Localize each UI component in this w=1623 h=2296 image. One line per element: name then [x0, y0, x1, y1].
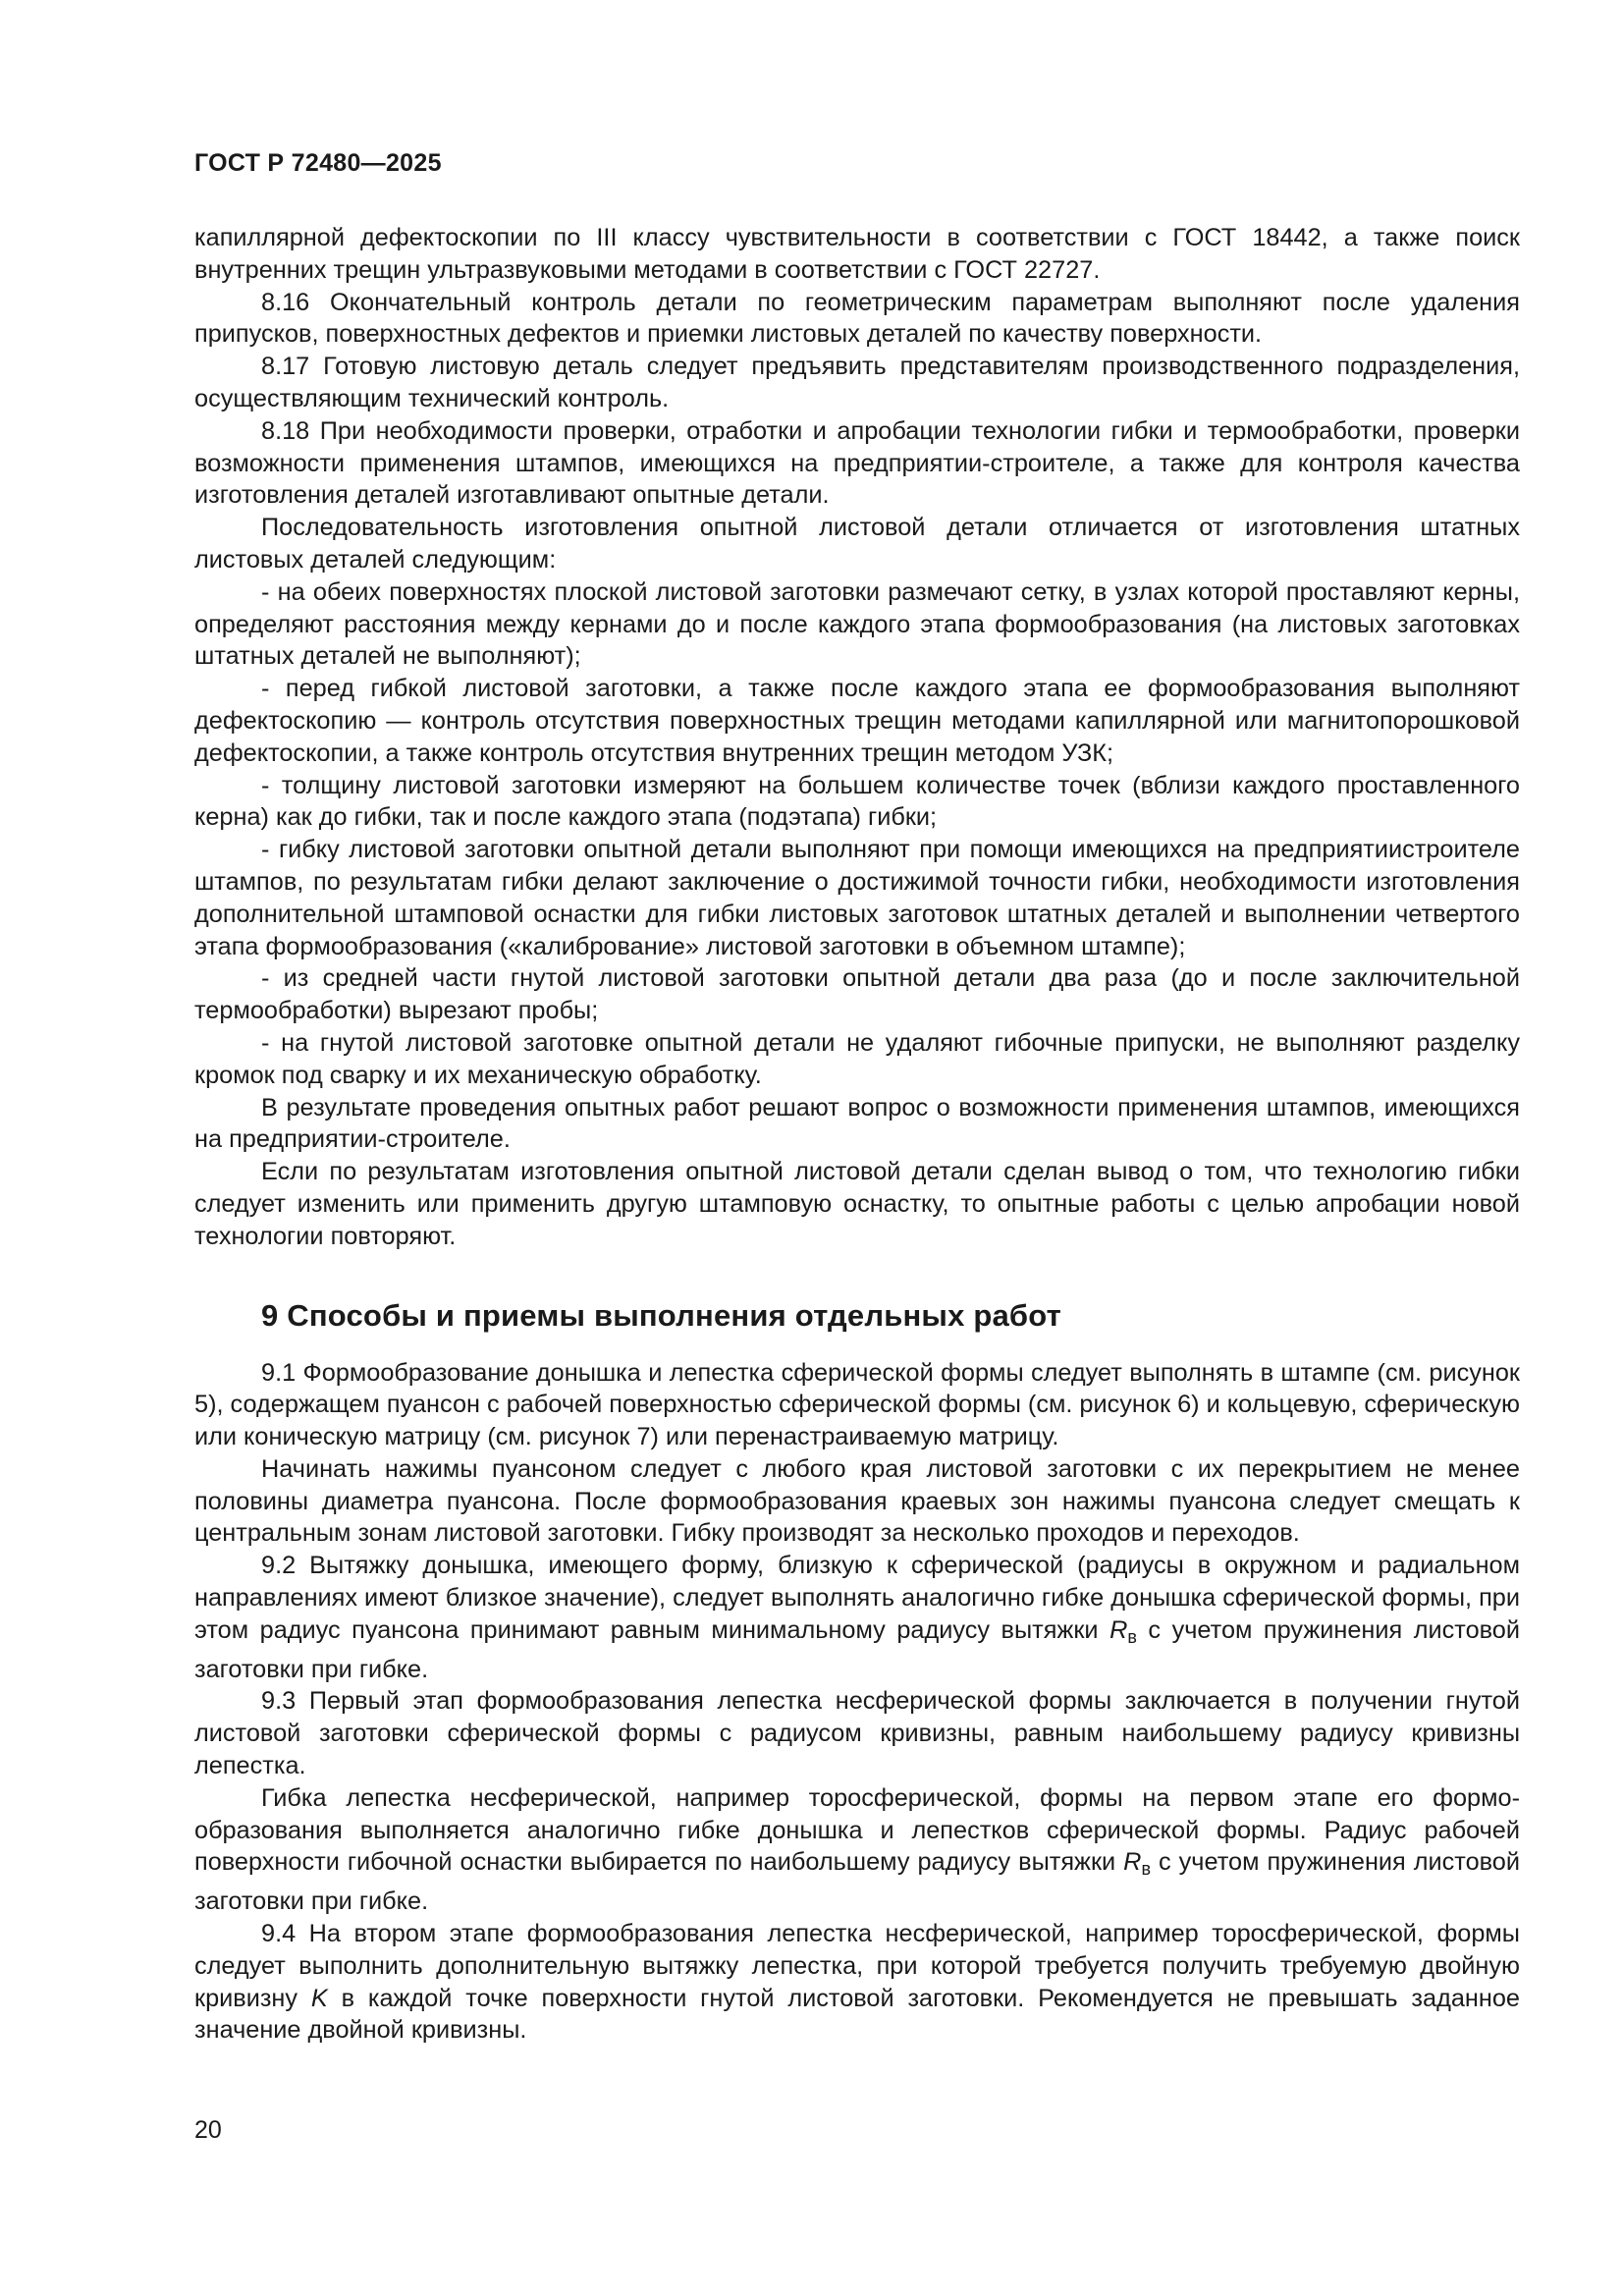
paragraph-9-1: 9.1 Формообразование донышка и лепестка сферической формы следует выполнять в штампе (см. рисунок 5), содержащем пуансон с рабочей поверхностью сферической формы (см. рисунок 6) и кольцевую, сферическую или коническую матрицу (см. рисунок 7) или перенастраиваемую матрицу. [194, 1358, 1520, 1451]
list-item: - на обеих поверхностях плоской листовой заготовки размечают сетку, в узлах которой проставляют керны, определяют расстояния между кернами до и после каждого этапа формообразования (на листовых заготовках штатных деталей не выполняют); [194, 577, 1520, 671]
radius-subscript: в [1127, 1626, 1137, 1647]
paragraph-9-2 [194, 1550, 1520, 1685]
curvature-symbol: K [310, 1984, 328, 2012]
radius-subscript: в [1141, 1859, 1152, 1880]
paragraph-9-4-text-a: 9.4 На втором этапе формообразования лепестка несферической, например торосферической, формы следует выполнить дополнительную вытяжку лепестка, при которой требуется получить требуемую двойную кривизну [194, 1920, 1520, 2012]
paragraph-8-17: 8.17 Готовую листовую деталь следует предъявить представителям производственного подразделения, осуществляющим технический контроль. [194, 353, 1520, 412]
paragraph-8-18: 8.18 При необходимости проверки, отработки и апробации технологии гибки и термообработки, проверки возможности применения штампов, имеющихся на предприятии-строителе, а также для контроля качества изготовления деталей изготавливают опытные детали. [194, 416, 1520, 510]
paragraph-8-16: 8.16 Окончательный контроль детали по геометрическим параметрам выполняют после удаления припусков, поверхностных дефектов и приемки листовых деталей по качеству поверхности. [194, 288, 1520, 349]
radius-symbol: R [1109, 1615, 1128, 1644]
list-item: - из средней части гнутой листовой заготовки опытной детали два раза (до и после заключительной термообработки) вырезают пробы; [194, 964, 1520, 1025]
paragraph-9-3: 9.3 Первый этап формообразования лепестка несферической формы заключается в получении гнутой листовой заготовки сферической формы с радиусом кривизны, равным наибольшему радиусу кривизны лепестка. [194, 1687, 1520, 1780]
paragraph-9-3-bending-text-a: Гибка лепестка несферической, например торосферической, формы на первом этапе его формообразования выполняется аналогично гибке донышка и лепестков сферической формы. Радиус рабочей поверхности гибочной оснастки выбирается по наибольшему радиусу вытяжки [194, 1783, 1520, 1877]
list-item: - перед гибкой листовой заготовки, а также после каждого этапа ее формообразования выполняют дефектоскопию — контроль отсутствия поверхностных трещин методами капиллярной или магнитопорошковой дефектоскопии, а также контроль отсутствия внутренних трещин методом УЗК; [194, 675, 1520, 767]
paragraph-9-2-text-a: 9.2 Вытяжку донышка, имеющего форму, близкую к сферической (радиусы в окружном и радиальном направлениях имеют близкое значение), следует выполнять аналогично гибке донышка сферической формы, при этом радиус пуансона принимают равным минимальному радиусу вытяжки [194, 1552, 1520, 1644]
paragraph-8-15-continuation: капиллярной дефектоскопии по III классу чувствительности в соответствии с ГОСТ 18442, а также поиск внутренних трещин ультразвуковыми методами в соответствии с ГОСТ 22727. [194, 224, 1520, 284]
paragraph-9-3-bending [194, 1782, 1520, 1918]
paragraph-repeat-experiments: Если по результатам изготовления опытной листовой детали сделан вывод о том, что технологию гибки следует изменить или применить другую штамповую оснастку, то опытные работы с целью апробации новой технологии повторяют. [194, 1158, 1520, 1250]
section-9-heading: 9 Способы и приемы выполнения отдельных работ [261, 1297, 1062, 1333]
paragraph-9-2-text-b: с учетом пружинения листовой заготовки при гибке. [194, 1615, 1521, 1683]
list-item: - толщину листовой заготовки измеряют на большем количестве точек (вблизи каждого проставленного керна) как до гибки, так и после каждого этапа (подэтапа) гибки; [194, 771, 1520, 832]
page-content [194, 222, 1520, 2047]
paragraph-9-4-text-b: в каждой точке поверхности гнутой листовой заготовки. Рекомендуется не превышать заданное значение двойной кривизны. [194, 1984, 1520, 2045]
paragraph-experimental-result: В результате проведения опытных работ решают вопрос о возможности применения штампов, имеющихся на предприятии-строителе. [194, 1093, 1520, 1154]
list-item: - на гнутой листовой заготовке опытной детали не удаляют гибочные припуски, не выполняют разделку кромок под сварку и их механическую обработку. [194, 1028, 1520, 1089]
paragraph-9-3-bending-text-b: с учетом пружинения листовой заготовки при гибке. [194, 1848, 1521, 1916]
paragraph-9-1-pressing: Начинать нажимы пуансоном следует с любого края листовой заготовки с их перекрытием не менее половины диаметра пуансона. После формообразования краевых зон нажимы пуансона следует смещать к центральным зонам листовой заготовки. Гибку производят за несколько проходов и переходов. [194, 1454, 1520, 1548]
paragraph-sequence-intro: Последовательность изготовления опытной листовой детали отличается от изготовления штатных листовых деталей следующим: [194, 514, 1520, 574]
paragraph-9-4 [194, 1918, 1520, 2047]
list-item: - гибку листовой заготовки опытной детали выполняют при помощи имеющихся на предприятиистроителе штампов, по результатам гибки делают заключение о достижимой точности гибки, необходимости изготовления дополнительной штамповой оснастки для гибки листовых заготовок штатных деталей и выполнении четвертого этапа формообразования («калибрование» листовой заготовки в объемном штампе); [194, 836, 1520, 960]
document-header-code: ГОСТ Р 72480—2025 [194, 149, 442, 177]
page-number: 20 [194, 2116, 222, 2144]
radius-symbol: R [1123, 1848, 1142, 1877]
